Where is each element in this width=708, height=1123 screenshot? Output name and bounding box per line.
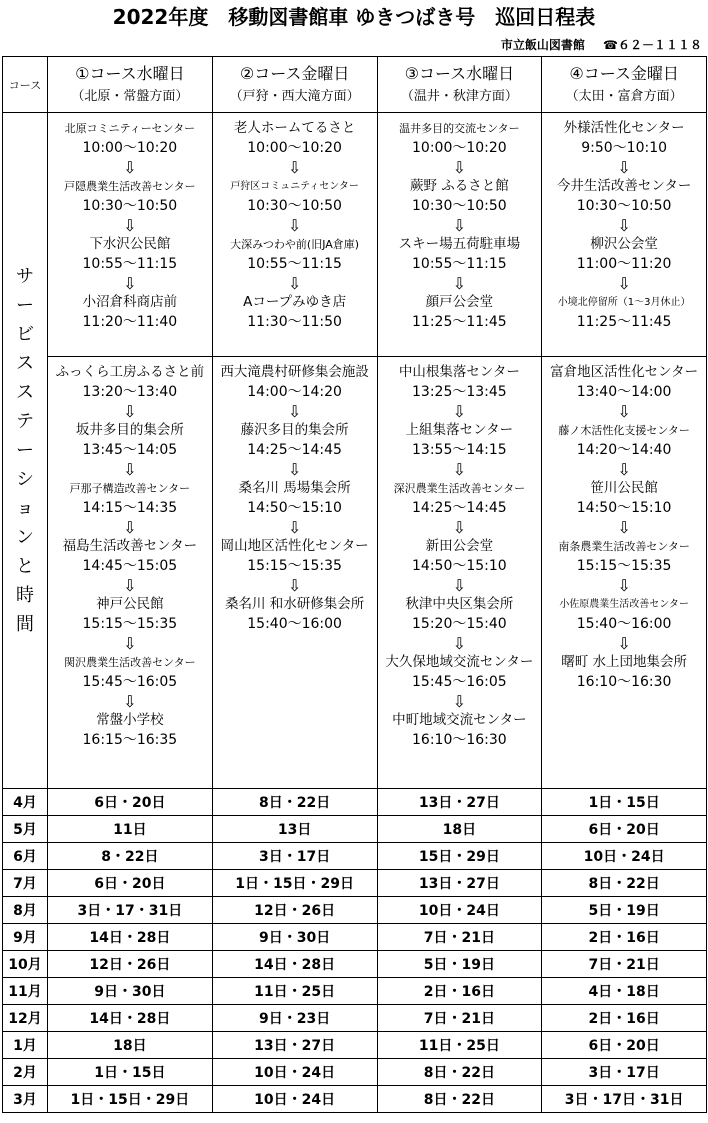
visit-days: 13日 (212, 816, 377, 843)
morning-stops-course-2 (212, 113, 377, 357)
stop-name: 外様活性化センター (563, 120, 685, 136)
stop-time: 10:30～10:50 (82, 198, 178, 214)
stop-entry (542, 421, 706, 460)
course-name: ①コース水曜日 (75, 63, 185, 83)
month-row (3, 897, 707, 924)
arrow-down-icon: ⇩ (617, 634, 631, 653)
stop-time: 11:25～11:45 (412, 314, 507, 330)
stop-name: 柳沢公会堂 (590, 236, 658, 252)
stop-name: 岡山地区活性化センター (220, 538, 369, 554)
visit-days: 2日・16日 (542, 924, 707, 951)
stop-name: スキー場五荷駐車場 (398, 236, 521, 252)
course-header-1 (48, 57, 213, 113)
course-header-row (3, 57, 707, 113)
stop-time: 11:20～11:40 (82, 314, 178, 330)
arrow-down-icon: ⇩ (452, 216, 467, 235)
stop-time: 14:15～14:35 (82, 500, 178, 516)
stop-name: 下水沢公民館 (89, 236, 171, 252)
month-row (3, 843, 707, 870)
stop-entry (48, 293, 212, 332)
side-label-char: サ (16, 266, 34, 287)
course-header-4 (542, 57, 707, 113)
side-label-char: ー (16, 440, 34, 461)
arrow-down-icon: ⇩ (452, 576, 467, 595)
stop-entry (378, 479, 542, 518)
visit-days: 14日・28日 (48, 924, 213, 951)
stop-name: 大久保地域交流センター (385, 654, 534, 670)
stop-time: 11:25～11:45 (576, 314, 672, 330)
visit-days: 6日・20日 (542, 816, 707, 843)
publisher-line (487, 36, 702, 53)
month-label: 5月 (3, 816, 48, 843)
stop-time: 13:20～13:40 (82, 384, 178, 400)
stop-entry (48, 421, 212, 460)
visit-days: 9日・23日 (212, 1005, 377, 1032)
stop-time: 16:15～16:35 (82, 732, 178, 748)
visit-days: 5日・19日 (542, 897, 707, 924)
course-name: ②コース金曜日 (239, 63, 350, 83)
arrow-down-icon: ⇩ (123, 158, 137, 177)
stop-name: 曙町 水上団地集会所 (561, 654, 688, 670)
month-label: 11月 (3, 978, 48, 1005)
visit-days: 10日・24日 (542, 843, 707, 870)
visit-days: 2日・16日 (542, 1005, 707, 1032)
stop-time: 15:45～16:05 (82, 674, 178, 690)
month-label: 3月 (3, 1086, 48, 1113)
stop-name: 深沢農業生活改善センター (393, 482, 526, 495)
month-label: 7月 (3, 870, 48, 897)
course-area: （太田・富倉方面） (565, 88, 683, 104)
stop-name: 中町地域交流センター (392, 712, 527, 728)
arrow-down-icon: ⇩ (287, 158, 302, 177)
stop-time: 10:55～11:15 (82, 256, 178, 272)
stop-name: 戸那子構造改善センター (69, 482, 191, 495)
course-corner-label: コース (3, 57, 48, 113)
month-row (3, 1005, 707, 1032)
month-rows (3, 789, 707, 1113)
stop-entry (378, 363, 542, 402)
stop-entry (213, 119, 377, 158)
stop-name: 富倉地区活性化センター (550, 364, 699, 380)
visit-days: 7日・21日 (542, 951, 707, 978)
service-station-side-label (3, 113, 48, 789)
stop-name: 西大滝農村研修集会施設 (220, 364, 369, 380)
stop-entry (378, 711, 542, 750)
side-label-char: テ (16, 411, 34, 432)
stop-entry (542, 595, 706, 634)
stop-time: 15:40～16:00 (576, 616, 672, 632)
stop-name: 今井生活改善センター (556, 178, 692, 194)
stop-time: 10:00～10:20 (412, 140, 507, 156)
stop-name: 桑名川 和水研修集会所 (224, 596, 365, 612)
stop-name: 笹川公民館 (590, 480, 658, 496)
stop-time: 10:30～10:50 (247, 198, 342, 214)
visit-days: 5日・19日 (377, 951, 542, 978)
stop-time: 15:15～15:35 (576, 558, 672, 574)
schedule-table (2, 56, 707, 1113)
stop-name: 上組集落センター (405, 422, 514, 438)
arrow-down-icon: ⇩ (287, 576, 302, 595)
arrow-down-icon: ⇩ (617, 576, 631, 595)
visit-days: 6日・20日 (48, 870, 213, 897)
month-row (3, 978, 707, 1005)
arrow-down-icon: ⇩ (287, 274, 302, 293)
arrow-down-icon: ⇩ (617, 216, 631, 235)
page-title: 2022年度 移動図書館車 ゆきつばき号 巡回日程表 (112, 5, 596, 29)
stop-entry (542, 363, 706, 402)
visit-days: 18日 (377, 816, 542, 843)
arrow-down-icon: ⇩ (617, 158, 631, 177)
afternoon-row (3, 357, 707, 789)
visit-days: 11日・25日 (212, 978, 377, 1005)
morning-stops-course-3 (377, 113, 542, 357)
afternoon-stops-course-1 (48, 357, 213, 789)
morning-row (3, 113, 707, 357)
month-row (3, 951, 707, 978)
arrow-down-icon: ⇩ (123, 274, 137, 293)
stop-entry (213, 595, 377, 634)
stop-time: 14:50～15:10 (412, 558, 507, 574)
stop-name: 小境北停留所（1～3月休止） (557, 297, 691, 308)
stop-entry (378, 421, 542, 460)
stop-time: 14:25～14:45 (412, 500, 507, 516)
visit-days: 3日・17・31日 (48, 897, 213, 924)
stop-name: 常盤小学校 (96, 712, 164, 728)
course-area: （温井・秋津方面） (400, 88, 518, 104)
month-label: 9月 (3, 924, 48, 951)
publisher-name: 市立飯山図書館 (500, 38, 585, 52)
stop-time: 14:50～15:10 (247, 500, 342, 516)
stop-time: 13:40～14:00 (576, 384, 672, 400)
visit-days: 8日・22日 (377, 1059, 542, 1086)
visit-days: 6日・20日 (542, 1032, 707, 1059)
stop-time: 11:30～11:50 (247, 314, 342, 330)
visit-days: 2日・16日 (377, 978, 542, 1005)
course-name: ③コース水曜日 (404, 63, 515, 83)
side-label-char: ー (16, 295, 34, 316)
stop-entry (378, 235, 542, 274)
stop-entry (48, 595, 212, 634)
visit-days: 1日・15日 (542, 789, 707, 816)
stop-time: 10:55～11:15 (412, 256, 507, 272)
visit-days: 1日・15日・29日 (212, 870, 377, 897)
stop-name: 中山根集落センター (398, 364, 520, 380)
visit-days: 13日・27日 (377, 789, 542, 816)
course-name: ④コース金曜日 (569, 63, 679, 83)
visit-days: 14日・28日 (48, 1005, 213, 1032)
stop-name: 藤沢多目的集会所 (240, 422, 349, 438)
stop-name: 福島生活改善センター (62, 538, 198, 554)
arrow-down-icon: ⇩ (452, 460, 467, 479)
stop-time: 15:15～15:35 (247, 558, 342, 574)
stop-entry (378, 177, 542, 216)
stop-time: 15:20～15:40 (412, 616, 507, 632)
month-label: 6月 (3, 843, 48, 870)
stop-name: 坂井多目的集会所 (75, 422, 184, 438)
stop-time: 14:50～15:10 (576, 500, 672, 516)
month-label: 8月 (3, 897, 48, 924)
arrow-down-icon: ⇩ (123, 634, 137, 653)
stop-time: 10:30～10:50 (576, 198, 672, 214)
arrow-down-icon: ⇩ (452, 634, 467, 653)
visit-days: 11日・25日 (377, 1032, 542, 1059)
stop-entry (542, 537, 706, 576)
visit-days: 9日・30日 (212, 924, 377, 951)
visit-days: 8日・22日 (212, 789, 377, 816)
visit-days: 10日・24日 (212, 1059, 377, 1086)
visit-days: 10日・24日 (212, 1086, 377, 1113)
arrow-down-icon: ⇩ (123, 460, 137, 479)
stop-name: 老人ホームてるさと (233, 120, 356, 136)
stop-name: 蕨野 ふるさと館 (409, 178, 509, 194)
month-label: 1月 (3, 1032, 48, 1059)
arrow-down-icon: ⇩ (617, 402, 631, 421)
month-label: 2月 (3, 1059, 48, 1086)
visit-days: 7日・21日 (377, 1005, 542, 1032)
stop-entry (213, 537, 377, 576)
stop-entry (48, 235, 212, 274)
stop-time: 16:10～16:30 (412, 732, 507, 748)
visit-days: 15日・29日 (377, 843, 542, 870)
course-header-3 (377, 57, 542, 113)
stop-entry (48, 479, 212, 518)
stop-time: 13:45～14:05 (82, 442, 178, 458)
month-row (3, 870, 707, 897)
visit-days: 8日・22日 (377, 1086, 542, 1113)
arrow-down-icon: ⇩ (617, 274, 631, 293)
stop-name: 関沢農業生活改善センター (64, 656, 196, 669)
arrow-down-icon: ⇩ (123, 692, 137, 711)
side-label-char: 間 (16, 614, 34, 635)
month-row (3, 1032, 707, 1059)
month-row (3, 789, 707, 816)
afternoon-stops-course-2 (212, 357, 377, 789)
stop-time: 15:40～16:00 (247, 616, 342, 632)
visit-days: 7日・21日 (377, 924, 542, 951)
arrow-down-icon: ⇩ (123, 576, 137, 595)
morning-stops-course-1 (48, 113, 213, 357)
stop-name: 南条農業生活改善センター (558, 540, 690, 553)
visit-days: 1日・15日 (48, 1059, 213, 1086)
side-label-char: ビ (16, 324, 34, 345)
stop-entry (48, 711, 212, 750)
stop-time: 11:00～11:20 (576, 256, 672, 272)
morning-stops-course-4 (542, 113, 707, 357)
side-label-char: ン (16, 527, 34, 548)
afternoon-stops-course-3 (377, 357, 542, 789)
stop-entry (213, 421, 377, 460)
visit-days: 3日・17日・31日 (542, 1086, 707, 1113)
stop-name: 新田公会堂 (425, 538, 494, 554)
stop-entry (213, 293, 377, 332)
visit-days: 18日 (48, 1032, 213, 1059)
stop-entry (213, 363, 377, 402)
afternoon-stops-course-4 (542, 357, 707, 789)
side-label-char: ョ (16, 498, 34, 519)
visit-days: 8日・22日 (542, 870, 707, 897)
stop-entry (542, 293, 706, 332)
stop-entry (542, 235, 706, 274)
arrow-down-icon: ⇩ (123, 402, 137, 421)
stop-name: 桑名川 馬場集会所 (238, 480, 351, 496)
stop-time: 10:00～10:20 (82, 140, 178, 156)
stop-entry (213, 177, 377, 216)
arrow-down-icon: ⇩ (617, 460, 631, 479)
arrow-down-icon: ⇩ (287, 518, 302, 537)
stop-entry (542, 479, 706, 518)
stop-entry (378, 293, 542, 332)
month-row (3, 924, 707, 951)
course-header-2 (212, 57, 377, 113)
month-row (3, 1059, 707, 1086)
side-label-char: ス (16, 382, 34, 403)
side-label-char: ス (16, 353, 34, 374)
stop-time: 16:10～16:30 (576, 674, 672, 690)
course-area: （北原・常盤方面） (71, 88, 189, 104)
stop-time: 10:30～10:50 (412, 198, 507, 214)
stop-name: 小佐原農業生活改善センター (559, 599, 689, 610)
arrow-down-icon: ⇩ (452, 518, 467, 537)
stop-time: 14:20～14:40 (576, 442, 672, 458)
stop-time: 10:55～11:15 (247, 256, 342, 272)
visit-days: 13日・27日 (377, 870, 542, 897)
stop-name: 戸狩区コミュニティセンター (230, 181, 359, 192)
month-label: 10月 (3, 951, 48, 978)
stop-name: 藤ノ木活性化支援センター (558, 424, 690, 437)
visit-days: 13日・27日 (212, 1032, 377, 1059)
stop-time: 13:55～14:15 (412, 442, 507, 458)
visit-days: 12日・26日 (212, 897, 377, 924)
visit-days: 12日・26日 (48, 951, 213, 978)
visit-days: 3日・17日 (212, 843, 377, 870)
side-label-char: と (16, 556, 34, 577)
stop-entry (213, 479, 377, 518)
arrow-down-icon: ⇩ (617, 518, 631, 537)
side-label-char: 時 (16, 585, 34, 606)
stop-entry (48, 363, 212, 402)
arrow-down-icon: ⇩ (123, 216, 137, 235)
visit-days: 9日・30日 (48, 978, 213, 1005)
visit-days: 11日 (48, 816, 213, 843)
stop-entry (48, 537, 212, 576)
stop-time: 10:00～10:20 (247, 140, 342, 156)
visit-days: 1日・15日・29日 (48, 1086, 213, 1113)
stop-entry (378, 537, 542, 576)
month-row (3, 816, 707, 843)
stop-time: 14:00～14:20 (247, 384, 342, 400)
stop-name: 戸隠農業生活改善センター (64, 180, 196, 193)
stop-entry (542, 177, 706, 216)
visit-days: 10日・24日 (377, 897, 542, 924)
stop-entry (378, 119, 542, 158)
stop-name: ふっくら工房ふるさと前 (55, 364, 205, 380)
month-row (3, 1086, 707, 1113)
arrow-down-icon: ⇩ (452, 402, 467, 421)
arrow-down-icon: ⇩ (452, 692, 467, 711)
publisher-phone: ☎６２－１１１８ (603, 38, 702, 52)
stop-entry (542, 119, 706, 158)
stop-name: Aコープみゆき店 (243, 294, 347, 310)
visit-days: 6日・20日 (48, 789, 213, 816)
visit-days: 4日・18日 (542, 978, 707, 1005)
stop-name: 小沼倉科商店前 (82, 294, 178, 310)
stop-time: 14:25～14:45 (247, 442, 342, 458)
stop-entry (378, 595, 542, 634)
visit-days: 14日・28日 (212, 951, 377, 978)
visit-days: 3日・17日 (542, 1059, 707, 1086)
stop-time: 15:15～15:35 (82, 616, 178, 632)
arrow-down-icon: ⇩ (287, 460, 302, 479)
stop-entry (378, 653, 542, 692)
stop-time: 13:25～13:45 (412, 384, 507, 400)
stop-time: 9:50～10:10 (581, 140, 668, 156)
arrow-down-icon: ⇩ (452, 158, 467, 177)
stop-name: 大深みつわや前(旧JA倉庫) (230, 238, 360, 251)
stop-time: 15:45～16:05 (412, 674, 507, 690)
side-label-char: シ (16, 469, 34, 490)
visit-days: 8・22日 (48, 843, 213, 870)
stop-name: 温井多目的交流センター (399, 122, 520, 135)
course-area: （戸狩・西大滝方面） (229, 88, 360, 104)
arrow-down-icon: ⇩ (287, 402, 302, 421)
month-label: 12月 (3, 1005, 48, 1032)
stop-entry (542, 653, 706, 692)
arrow-down-icon: ⇩ (123, 518, 137, 537)
stop-name: 顔戸公会堂 (425, 294, 494, 310)
stop-time: 14:45～15:05 (82, 558, 178, 574)
arrow-down-icon: ⇩ (287, 216, 302, 235)
arrow-down-icon: ⇩ (452, 274, 467, 293)
stop-name: 北原コミニティーセンター (64, 122, 196, 135)
stop-name: 神戸公民館 (96, 596, 164, 612)
stop-entry (48, 119, 212, 158)
stop-entry (48, 653, 212, 692)
stop-name: 秋津中央区集会所 (405, 596, 514, 612)
stop-entry (48, 177, 212, 216)
month-label: 4月 (3, 789, 48, 816)
stop-entry (213, 235, 377, 274)
